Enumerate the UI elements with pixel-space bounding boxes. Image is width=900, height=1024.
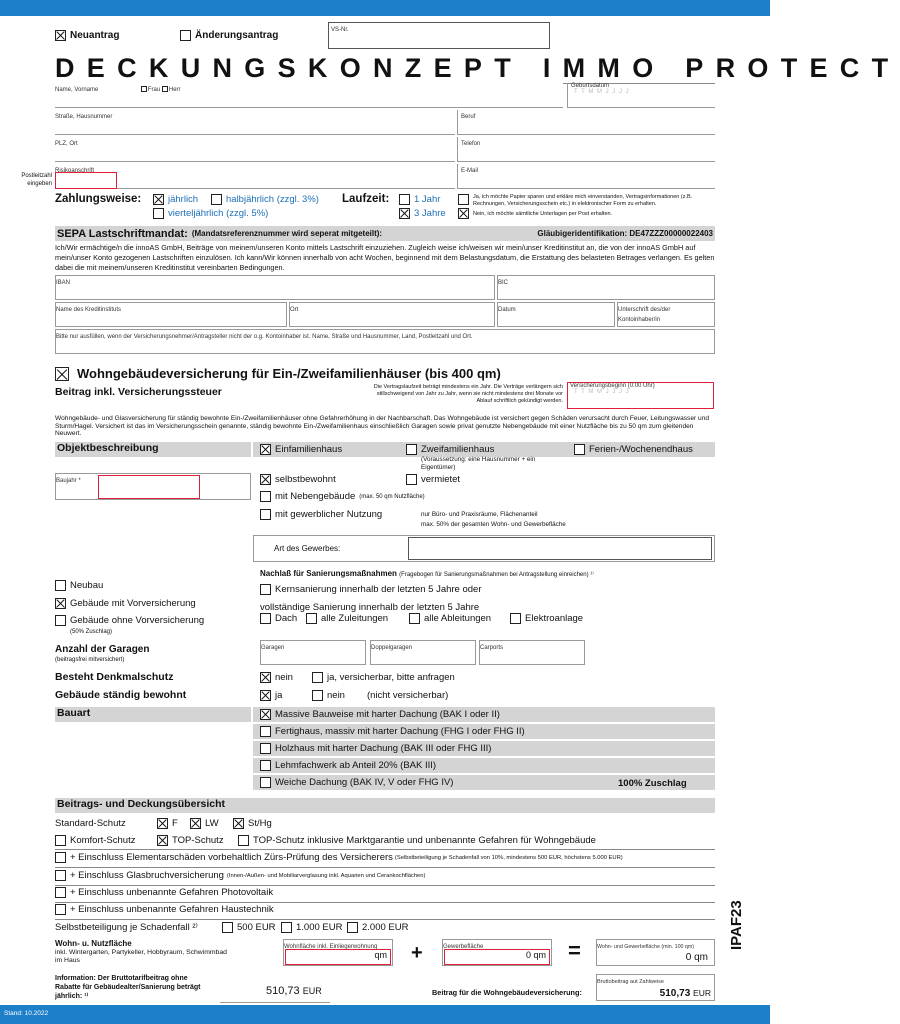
jahr1-checkbox[interactable] bbox=[399, 194, 410, 205]
wohnflaeche-label: Wohn- u. Nutzfläche bbox=[55, 939, 132, 948]
komfort-checkbox[interactable] bbox=[55, 835, 66, 846]
vierteljaehrlich-option[interactable]: vierteljährlich (zzgl. 5%) bbox=[153, 208, 268, 219]
bewohnt-nein-checkbox[interactable] bbox=[312, 690, 323, 701]
email-field[interactable]: E-Mail bbox=[457, 164, 715, 189]
beitraege-header: Beitrags- und Deckungsübersicht bbox=[55, 798, 715, 813]
wohnflaeche-field: Wohnfläche inkl. Einliegerwohnung bbox=[283, 939, 393, 966]
einfamilienhaus-checkbox[interactable] bbox=[260, 444, 271, 455]
gewerblich-option[interactable]: mit gewerblicher Nutzung bbox=[260, 509, 382, 520]
aenderungsantrag-checkbox[interactable] bbox=[180, 30, 191, 41]
ableitungen-option[interactable]: alle Ableitungen bbox=[409, 613, 491, 624]
bauart-checkbox-5[interactable] bbox=[260, 777, 271, 788]
haustechnik-option[interactable]: + Einschluss unbenannte Gefahren Haustechnik bbox=[55, 904, 274, 915]
top-checkbox[interactable] bbox=[157, 835, 168, 846]
neuantrag-option[interactable]: Neuantrag bbox=[55, 30, 119, 41]
jaehrlich-checkbox[interactable] bbox=[153, 194, 164, 205]
equals-sign: = bbox=[568, 938, 581, 963]
bewohnt-nein-option[interactable]: nein (nicht versicherbar) bbox=[312, 690, 448, 701]
st-checkbox[interactable] bbox=[233, 818, 244, 829]
kernsanierung-option[interactable]: Kernsanierung innerhalb der letzten 5 Jahre oder bbox=[260, 584, 482, 595]
beruf-field[interactable]: Beruf bbox=[457, 110, 715, 135]
nachlass-label: Nachlaß für Sanierungsmaßnahmen (Fragebogen für Sanierungsmaßnahmen bei Antragstellung einreichen) ¹⁾ bbox=[260, 569, 594, 578]
zweifamilienhaus-checkbox[interactable] bbox=[406, 444, 417, 455]
denkmal-nein-checkbox[interactable] bbox=[260, 672, 271, 683]
halbjaehrlich-option[interactable]: halbjährlich (zzgl. 3%) bbox=[211, 194, 319, 205]
zuleitungen-checkbox[interactable] bbox=[306, 613, 317, 624]
beitrag-label: Beitrag inkl. Versicherungssteuer bbox=[55, 386, 222, 398]
photovoltaik-checkbox[interactable] bbox=[55, 887, 66, 898]
f-option[interactable]: F bbox=[157, 818, 178, 829]
halbjaehrlich-checkbox[interactable] bbox=[211, 194, 222, 205]
ferienhaus-checkbox[interactable] bbox=[574, 444, 585, 455]
plus-sign: + bbox=[411, 942, 423, 964]
glas-option[interactable]: + Einschluss Glasbruchversicherung (Innen-/Außen- und Mobiliarverglasung inkl. Aquarien und Cerankochflächen) bbox=[55, 870, 425, 881]
sb-1000-option[interactable]: 1.000 EUR bbox=[281, 922, 342, 933]
versicherungsbeginn-field[interactable]: Versicherungsbeginn (0:00 Uhr) T T M M J J J J bbox=[567, 382, 714, 409]
einfamilienhaus-option[interactable]: Einfamilienhaus bbox=[260, 444, 342, 455]
bewohnt-ja-option[interactable]: ja bbox=[260, 690, 282, 701]
doppelgaragen-field[interactable]: Doppelgaragen bbox=[370, 640, 476, 665]
vertragslaufzeit-text: Die Vertragslaufzeit beträgt mindestens ein Jahr. Die Verträge verlängern sich stillschweigend von Jahr zu Jahr, wenn sie nicht mindestens drei Monate vor Ablauf schriftlich gekündigt werden. bbox=[373, 384, 563, 404]
wohnflaeche-input[interactable]: qm bbox=[285, 949, 391, 965]
st-option[interactable]: St/Hg bbox=[233, 818, 272, 829]
ohne-vorversicherung-checkbox[interactable] bbox=[55, 615, 66, 626]
zweifamilienhaus-option[interactable]: Zweifamilienhaus bbox=[406, 444, 494, 455]
ableitungen-checkbox[interactable] bbox=[409, 613, 420, 624]
bauart-checkbox-4[interactable] bbox=[260, 760, 271, 771]
zahlbetrag-field: Bruttobeitrag aut Zahlweise 510,73 EUR bbox=[596, 974, 715, 1001]
f-checkbox[interactable] bbox=[157, 818, 168, 829]
jahr3-checkbox[interactable] bbox=[399, 208, 410, 219]
elektro-option[interactable]: Elektroanlage bbox=[510, 613, 583, 624]
frau-checkbox[interactable] bbox=[141, 86, 147, 92]
art-gewerbes-input[interactable] bbox=[408, 537, 712, 560]
datum-field[interactable]: Datum bbox=[497, 302, 615, 327]
jaehrlich-option[interactable]: jährlich bbox=[153, 194, 198, 205]
plz-ort-field[interactable]: PLZ, Ort bbox=[55, 137, 455, 162]
dach-checkbox[interactable] bbox=[260, 613, 271, 624]
iban-field[interactable]: IBAN bbox=[55, 275, 495, 300]
baujahr-input[interactable] bbox=[98, 475, 200, 499]
bauart-option-5[interactable]: Weiche Dachung (BAK IV, V oder FHG IV) bbox=[260, 777, 453, 788]
vierteljaehrlich-checkbox[interactable] bbox=[153, 208, 164, 219]
lw-option[interactable]: LW bbox=[190, 818, 219, 829]
komfort-option[interactable]: Komfort-Schutz bbox=[55, 835, 135, 846]
papier-nein-option[interactable]: Nein, ich möchte sämtliche Unterlagen per Post erhalten. bbox=[458, 208, 718, 219]
vorversicherung-option[interactable]: Gebäude mit Vorversicherung bbox=[55, 598, 196, 609]
jahr1-option[interactable]: 1 Jahr bbox=[399, 194, 440, 205]
gewerb-note: nur Büro- und Praxisräume, Flächenanteil max. 50% der gesamten Wohn- und Gewerbefläche bbox=[421, 511, 566, 528]
baujahr-label: Baujahr * bbox=[55, 473, 251, 500]
haustechnik-checkbox[interactable] bbox=[55, 904, 66, 915]
vermietet-option[interactable]: vermietet bbox=[406, 474, 460, 485]
photovoltaik-option[interactable]: + Einschluss unbenannte Gefahren Photovoltaik bbox=[55, 887, 273, 898]
selbstbewohnt-option[interactable]: selbstbewohnt bbox=[260, 474, 336, 485]
info-brutto-label: Information: Der Bruttotarifbeitrag ohne Rabatte für Gebäudealter/Sanierung beträgt jährlich: ¹⁾ bbox=[55, 975, 201, 1000]
elektro-checkbox[interactable] bbox=[510, 613, 521, 624]
garagen-field[interactable]: Garagen bbox=[260, 640, 366, 665]
bauart-option-2[interactable]: Fertighaus, massiv mit harter Dachung (FHG I oder FHG II) bbox=[260, 726, 525, 737]
top-option[interactable]: TOP-Schutz bbox=[157, 835, 224, 846]
wohngebaeude-option[interactable]: Wohngebäudeversicherung für Ein-/Zweifamilienhäuser (bis 400 qm) bbox=[55, 366, 501, 381]
strasse-field[interactable]: Straße, Hausnummer bbox=[55, 110, 455, 135]
papier-ja-checkbox[interactable] bbox=[458, 194, 469, 205]
geburtsdatum-field[interactable]: Geburtsdatum T T M M J J J J bbox=[567, 83, 715, 108]
neubau-option[interactable]: Neubau bbox=[55, 580, 103, 591]
selbstbewohnt-checkbox[interactable] bbox=[260, 474, 271, 485]
sepa-header: SEPA Lastschriftmandat: (Mandatsreferenznummer wird seperat mitgeteilt): Gläubigeridentifikation: DE47ZZZ00000022403 bbox=[57, 227, 713, 240]
laufzeit-label: Laufzeit: bbox=[342, 193, 390, 205]
standard-schutz-label: Standard-Schutz bbox=[55, 818, 126, 829]
denkmal-ja-option[interactable]: ja, versicherbar, bitte anfragen bbox=[312, 672, 455, 683]
form-code: IPAF23 bbox=[728, 900, 745, 950]
bauart-checkbox-3[interactable] bbox=[260, 743, 271, 754]
top-color-bar bbox=[0, 0, 770, 16]
garagen-label: Anzahl der Garagen bbox=[55, 644, 150, 655]
sb-2000-checkbox[interactable] bbox=[347, 922, 358, 933]
bauart-option-3[interactable]: Holzhaus mit harter Dachung (BAK III oder FHG III) bbox=[260, 743, 491, 754]
name-field[interactable]: Name, Vorname Frau Herr bbox=[55, 83, 563, 108]
herr-checkbox[interactable] bbox=[162, 86, 168, 92]
bewohnt-ja-checkbox[interactable] bbox=[260, 690, 271, 701]
sb-500-option[interactable]: 500 EUR bbox=[222, 922, 276, 933]
elementar-checkbox[interactable] bbox=[55, 852, 66, 863]
gewerblich-checkbox[interactable] bbox=[260, 509, 271, 520]
zweifamilien-note: (Voraussetzung: eine Hausnummer + ein Eigentümer) bbox=[421, 456, 536, 471]
nebengebaeude-checkbox[interactable] bbox=[260, 491, 271, 502]
kontoinhaber-field[interactable]: Bitte nur ausfüllen, wenn der Versicherungsnehmer/Antragsteller nicht der o.g. Kontoinhaber ist. Name, Straße und Hausnummer, Land, Postleitzahl und Ort. bbox=[55, 329, 715, 354]
postleitzahl-input[interactable] bbox=[55, 172, 117, 189]
carports-field[interactable]: Carports bbox=[479, 640, 585, 665]
footer-stand: Stand: 10.2022 bbox=[4, 1010, 49, 1017]
bauart-option-4[interactable]: Lehmfachwerk ab Anteil 20% (BAK III) bbox=[260, 760, 436, 771]
top-inkl-option[interactable]: TOP-Schutz inklusive Marktgarantie und unbenannte Gefahren für Wohngebäude bbox=[238, 835, 596, 846]
ferienhaus-option[interactable]: Ferien-/Wochenendhaus bbox=[574, 444, 693, 455]
postleitzahl-hint: Postleitzahl eingeben bbox=[21, 173, 52, 187]
wohngebaeude-checkbox[interactable] bbox=[55, 367, 69, 381]
page-title: DECKUNGSKONZEPT IMMO PROTECT bbox=[55, 53, 900, 83]
summe-flaeche-field: Wohn- und Gewerbefläche (min. 100 qm) 0 qm bbox=[596, 939, 715, 966]
sepa-text: Ich/Wir ermächtige/n die innoAS GmbH, Beiträge von meinem/unseren Konto mittels Lastschrift einzuziehen. Zugleich weise ich/weisen wir mein/unser Kreditinstitut an, die von der innoAS GmbH auf mein/unser Konto gezogenen Lastschriften einzulösen. Ich kann/Wir können innerhalb von acht Wochen, beginnend mit dem Belastungsdatum, die Erstattung des belasteten Betrages verlangen. Es gelten dabei die mit meinem/unseren Kreditinstitut vereinbarten Bedingungen. bbox=[55, 243, 715, 272]
zahlungsweise-label: Zahlungsweise: bbox=[55, 193, 142, 205]
vollsanierung-label: vollständige Sanierung innerhalb der letzten 5 Jahre bbox=[260, 602, 480, 613]
kernsanierung-checkbox[interactable] bbox=[260, 584, 271, 595]
neuantrag-checkbox[interactable] bbox=[55, 30, 66, 41]
elementar-option[interactable]: + Einschluss Elementarschäden vorbehaltlich Zürs-Prüfung des Versicherers (Selbstbeteiligung je Schadenfall von 10%, mindestens 500 EUR, höchstens 5.000 EUR) bbox=[55, 852, 623, 863]
zuleitungen-option[interactable]: alle Zuleitungen bbox=[306, 613, 388, 624]
sb-1000-checkbox[interactable] bbox=[281, 922, 292, 933]
papier-ja-option[interactable]: Ja, ich möchte Papier sparen und erkläre mich einverstanden, Vertragsinformationen (z.B. Rechnungen, Versicherungsschein etc.) in elektronischer Form zu erhalten. bbox=[458, 194, 718, 207]
lw-checkbox[interactable] bbox=[190, 818, 201, 829]
risikoanschrift-field[interactable]: Risikoanschrift bbox=[55, 164, 455, 189]
telefon-field[interactable]: Telefon bbox=[457, 137, 715, 162]
brutto-value: 510,73 EUR bbox=[266, 985, 322, 997]
zuschlag-note: (50% Zuschlag) bbox=[70, 629, 113, 635]
aenderungsantrag-option[interactable]: Änderungsantrag bbox=[180, 30, 278, 41]
art-gewerbes-field: Art des Gewerbes: bbox=[253, 535, 715, 562]
gewerbeflaeche-field: Gewerbefläche bbox=[442, 939, 552, 966]
nebengebaeude-option[interactable]: mit Nebengebäude (max. 50 qm Nutzfläche) bbox=[260, 491, 425, 502]
vs-nr-field[interactable]: VS-Nr. bbox=[328, 22, 550, 49]
vorversicherung-checkbox[interactable] bbox=[55, 598, 66, 609]
top-inkl-checkbox[interactable] bbox=[238, 835, 249, 846]
denkmal-label: Besteht Denkmalschutz bbox=[55, 671, 174, 683]
dach-option[interactable]: Dach bbox=[260, 613, 297, 624]
denkmal-nein-option[interactable]: nein bbox=[260, 672, 293, 683]
bewohnt-label: Gebäude ständig bewohnt bbox=[55, 689, 187, 701]
kreditinstitut-field[interactable]: Name des Kreditinstituts bbox=[55, 302, 287, 327]
wohnflaeche-note: inkl. Wintergarten, Partykeller, Hobbyraum, Schwimmbad im Haus bbox=[55, 949, 227, 964]
denkmal-ja-checkbox[interactable] bbox=[312, 672, 323, 683]
bauart-checkbox-2[interactable] bbox=[260, 726, 271, 737]
bauart-checkbox-1[interactable] bbox=[260, 709, 271, 720]
wohngebaeude-text: Wohngebäude- und Glasversicherung für ständig bewohnte Ein-/Zweifamilienhäuser ohne Gefahrerhöhung in der Nachbarschaft. Das Wohngebäude ist versichert gegen Schäden verursacht durch Feuer, Leitungswasser und Sturm/Hagel. Versichert ist das im Versicherungsschein genannte, ständig bewohnte Ein-/Zweifamilienhaus einschließlich Garagen sowie privat genutzte Nebengebäude mit einer Nutzfläche bis zu 50 qm zum gleitenden Neuwert. bbox=[55, 415, 710, 437]
vermietet-checkbox[interactable] bbox=[406, 474, 417, 485]
sb-2000-option[interactable]: 2.000 EUR bbox=[347, 922, 408, 933]
beitrag-wohngebaeude-label: Beitrag für die Wohngebäudeversicherung: bbox=[432, 988, 582, 997]
sb-500-checkbox[interactable] bbox=[222, 922, 233, 933]
glas-checkbox[interactable] bbox=[55, 870, 66, 881]
bauart-option-1[interactable]: Massive Bauweise mit harter Dachung (BAK I oder II) bbox=[260, 709, 500, 720]
neubau-checkbox[interactable] bbox=[55, 580, 66, 591]
selbstbeteiligung-label: Selbstbeteiligung je Schadenfall ²⁾ bbox=[55, 922, 198, 933]
bauart-zuschlag: 100% Zuschlag bbox=[618, 778, 687, 789]
ohne-vorversicherung-option[interactable]: Gebäude ohne Vorversicherung bbox=[55, 615, 204, 626]
ort-field[interactable]: Ort bbox=[289, 302, 495, 327]
bauart-header: Bauart bbox=[55, 707, 251, 722]
jahr3-option[interactable]: 3 Jahre bbox=[399, 208, 446, 219]
gewerbeflaeche-input[interactable]: 0 qm bbox=[444, 949, 550, 965]
papier-nein-checkbox[interactable] bbox=[458, 208, 469, 219]
objekt-header: Objektbeschreibung bbox=[55, 442, 251, 457]
unterschrift-field[interactable]: Unterschrift des/der Kontoinhaber/in bbox=[617, 302, 715, 327]
garagen-note: (beitragsfrei mitversichert) bbox=[55, 657, 125, 663]
bic-field[interactable]: BIC bbox=[497, 275, 715, 300]
